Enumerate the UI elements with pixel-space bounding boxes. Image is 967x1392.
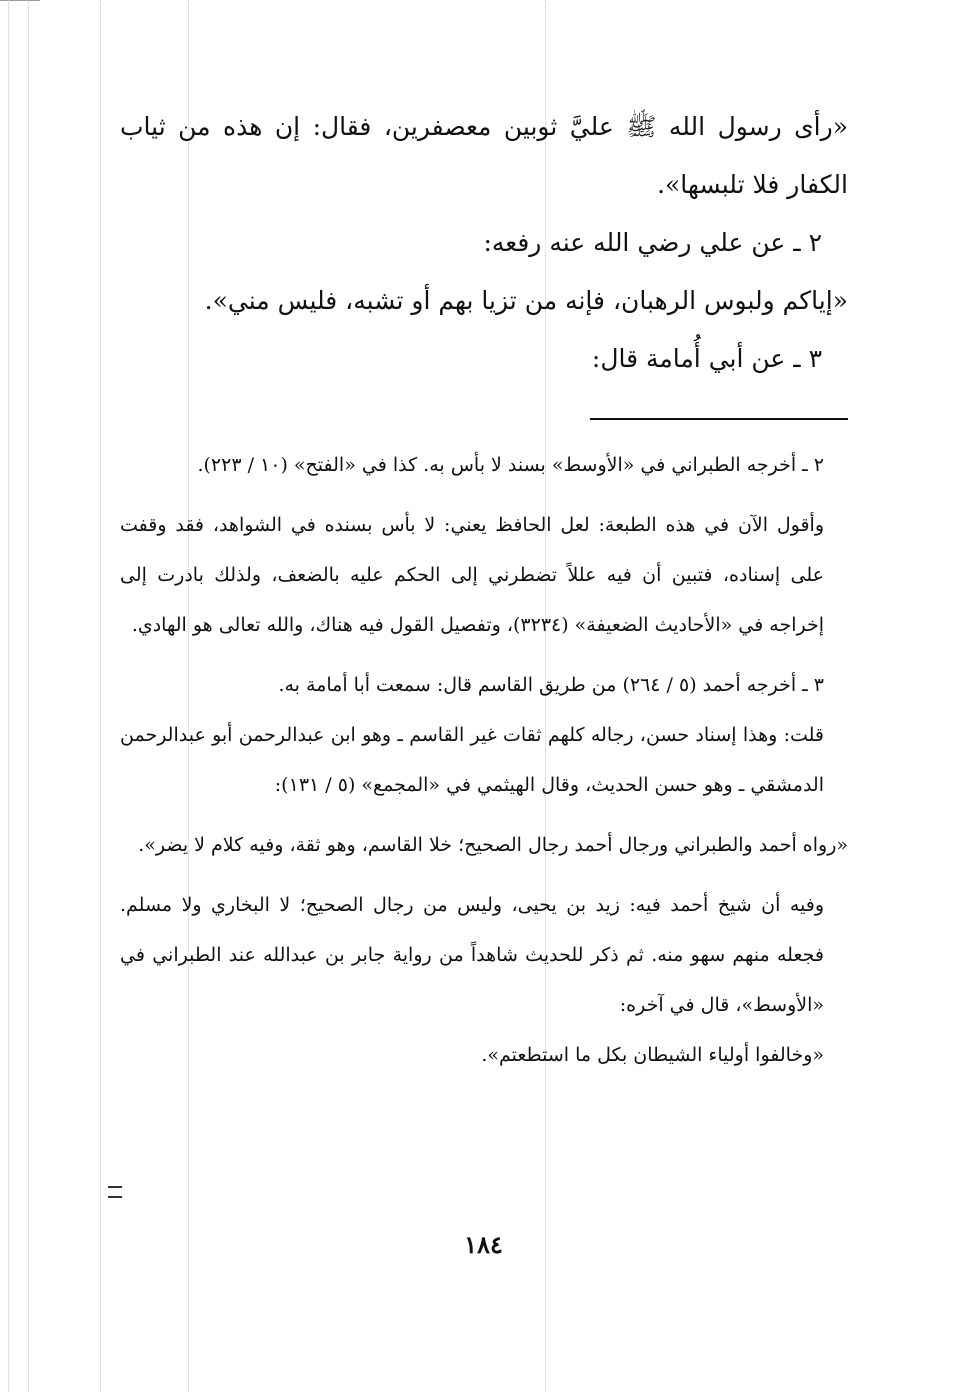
footnote-separator bbox=[590, 418, 848, 420]
footnote-paragraph: وأقول الآن في هذه الطبعة: لعل الحافظ يعني: لا بأس بسنده في الشواهد، فقد وقفت على إسناده، فتبين أن فيه عللاً تضطرني إلى الحكم عليه بالضعف، ولذلك بادرت إلى إخراجه في «الأحاديث الضعيفة» (٣٢٣٤)، وتفصيل القول فيه هناك، والله تعالى هو الهادي. bbox=[120, 514, 824, 636]
hadith-heading-2: ٢ ـ عن علي رضي الله عنه رفعه: bbox=[483, 228, 822, 257]
main-text bbox=[120, 98, 848, 388]
footnote-3: ٣ ـ أخرجه أحمد (٥ / ٢٦٤) من طريق القاسم قال: سمعت أبا أمامة به. bbox=[278, 674, 824, 696]
margin-mark bbox=[108, 1186, 122, 1198]
scan-dots bbox=[100, 0, 101, 1392]
scan-dots bbox=[28, 0, 29, 1392]
page-number: ١٨٤ bbox=[464, 1230, 503, 1259]
footnote-quote: «وخالفوا أولياء الشيطان بكل ما استطعتم». bbox=[481, 1044, 824, 1066]
footnotes bbox=[120, 440, 848, 1080]
hadith-quote-2: «إياكم ولبوس الرهبان، فإنه من تزيا بهم أو تشبه، فليس مني». bbox=[204, 286, 848, 315]
footnote-2: ٢ ـ أخرجه الطبراني في «الأوسط» بسند لا بأس به. كذا في «الفتح» (١٠ / ٢٢٣). bbox=[197, 454, 824, 476]
hadith-quote-1: «رأى رسول الله ﷺ عليَّ ثوبين معصفرين، فقال: إن هذه من ثياب الكفار فلا تلبسها». bbox=[120, 112, 848, 199]
hadith-heading-3: ٣ ـ عن أبي أُمامة قال: bbox=[591, 344, 822, 373]
scan-edge-line bbox=[0, 0, 40, 1]
footnote-paragraph: وفيه أن شيخ أحمد فيه: زيد بن يحيى، وليس من رجال الصحيح؛ لا البخاري ولا مسلم. فجعله منهم سهو منه. ثم ذكر للحديث شاهداً من رواية جابر بن عبدالله عند الطبراني في «الأوسط»، قال في آخره: bbox=[120, 894, 824, 1016]
footnote-paragraph: قلت: وهذا إسناد حسن، رجاله كلهم ثقات غير القاسم ـ وهو ابن عبدالرحمن أبو عبدالرحمن الدمشقي ـ وهو حسن الحديث، وقال الهيثمي في «المجمع» (٥ / ١٣١): bbox=[120, 724, 824, 796]
footnote-quote: «رواه أحمد والطبراني ورجال أحمد رجال الصحيح؛ خلا القاسم، وهو ثقة، وفيه كلام لا يضر». bbox=[138, 834, 848, 856]
scan-dots bbox=[8, 0, 9, 1392]
